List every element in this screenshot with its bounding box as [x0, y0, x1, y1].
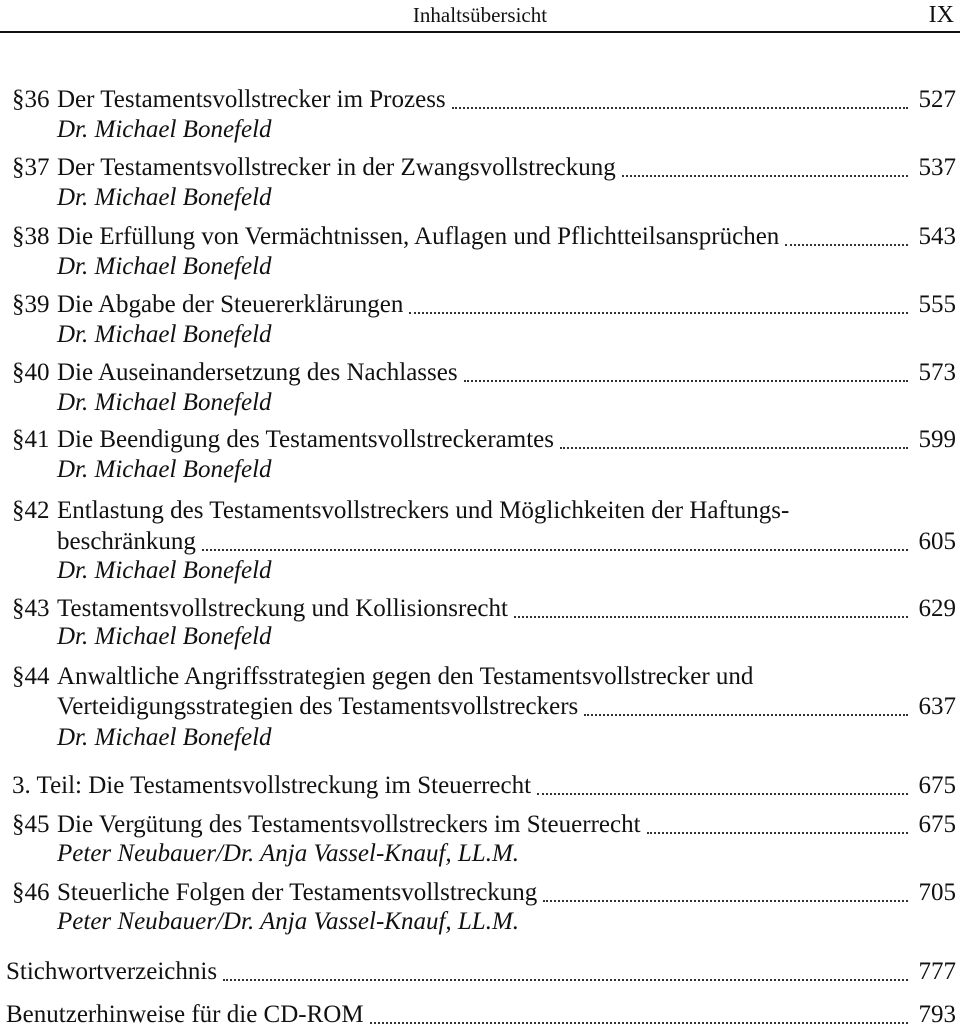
entry-title: 3. Teil: Die Testamentsvollstreckung im Steuerrecht	[12, 772, 532, 799]
entry-page: 637	[918, 693, 956, 720]
entry-page: 555	[918, 291, 956, 318]
section-number: §43	[12, 595, 50, 622]
entry-author: Dr. Michael Bonefeld	[57, 253, 272, 280]
entry-author: Peter Neubauer/Dr. Anja Vassel-Knauf, LL.M.	[57, 840, 520, 867]
entry-title: Die Vergütung des Testamentsvollstreckers im Steuerrecht	[57, 811, 641, 838]
entry-author: Dr. Michael Bonefeld	[57, 116, 272, 143]
entry-author: Dr. Michael Bonefeld	[57, 623, 272, 650]
entry-title: beschränkung	[57, 528, 196, 555]
dot-leader	[560, 447, 908, 449]
dot-leader	[370, 1022, 908, 1024]
dot-leader	[622, 175, 908, 177]
section-number: §36	[12, 86, 50, 113]
entry-title: Die Auseinandersetzung des Nachlasses	[57, 359, 458, 386]
dot-leader	[584, 714, 908, 716]
entry-title: Die Beendigung des Testamentsvollstreckeramtes	[57, 426, 554, 453]
toc-entry[interactable]	[0, 527, 956, 557]
entry-title: Testamentsvollstreckung und Kollisionsrecht	[57, 595, 508, 622]
toc-entry[interactable]	[0, 222, 956, 252]
entry-page: 599	[918, 426, 956, 453]
entry-title: Der Testamentsvollstrecker in der Zwangsvollstreckung	[57, 154, 616, 181]
entry-page: 793	[918, 1001, 956, 1028]
entry-title: Anwaltliche Angriffsstrategien gegen den Testamentsvollstrecker und	[57, 663, 754, 690]
dot-leader	[464, 380, 908, 382]
entry-title: Benutzerhinweise für die CD-ROM	[6, 1001, 364, 1028]
toc-entry[interactable]	[0, 496, 956, 526]
toc-entry[interactable]	[0, 153, 956, 183]
toc-entry[interactable]	[0, 358, 956, 388]
entry-page: 537	[918, 154, 956, 181]
entry-author: Peter Neubauer/Dr. Anja Vassel-Knauf, LL.M.	[57, 908, 520, 935]
section-number: §37	[12, 154, 50, 181]
dot-leader	[452, 107, 908, 109]
entry-title: Die Erfüllung von Vermächtnissen, Auflagen und Pflichtteilsansprüchen	[57, 223, 780, 250]
toc-entry[interactable]	[0, 810, 956, 840]
entry-title: Verteidigungsstrategien des Testamentsvollstreckers	[57, 693, 579, 720]
entry-page: 605	[918, 528, 956, 555]
dot-leader	[543, 900, 908, 902]
section-number: §42	[12, 497, 50, 524]
entry-title: Der Testamentsvollstrecker im Prozess	[57, 86, 446, 113]
toc-entry[interactable]	[0, 594, 956, 624]
entry-author: Dr. Michael Bonefeld	[57, 321, 272, 348]
toc-entry[interactable]	[0, 290, 956, 320]
section-number: §40	[12, 359, 50, 386]
section-number: §46	[12, 879, 50, 906]
entry-page: 675	[918, 811, 956, 838]
toc-entry[interactable]	[0, 85, 956, 115]
toc-entry[interactable]	[6, 957, 956, 987]
dot-leader	[785, 244, 908, 246]
dot-leader	[514, 616, 908, 618]
entry-title: Steuerliche Folgen der Testamentsvollstreckung	[57, 879, 538, 906]
dot-leader	[647, 832, 908, 834]
entry-page: 705	[918, 879, 956, 906]
page-number: IX	[928, 2, 954, 28]
toc-entry[interactable]	[12, 771, 956, 801]
entry-title: Die Abgabe der Steuererklärungen	[57, 291, 404, 318]
section-number: §45	[12, 811, 50, 838]
entry-author: Dr. Michael Bonefeld	[57, 389, 272, 416]
entry-author: Dr. Michael Bonefeld	[57, 456, 272, 483]
entry-page: 777	[918, 958, 956, 985]
dot-leader	[409, 312, 908, 314]
toc-entry[interactable]	[6, 1000, 956, 1030]
dot-leader	[223, 979, 908, 981]
running-header-title: Inhaltsübersicht	[412, 3, 548, 27]
dot-leader	[537, 793, 908, 795]
section-number: §39	[12, 291, 50, 318]
entry-author: Dr. Michael Bonefeld	[57, 184, 272, 211]
entry-page: 527	[918, 86, 956, 113]
entry-author: Dr. Michael Bonefeld	[57, 557, 272, 584]
section-number: §41	[12, 426, 50, 453]
toc-entry[interactable]	[0, 692, 956, 722]
header-rule	[0, 31, 960, 33]
toc-entry[interactable]	[0, 662, 956, 692]
entry-page: 543	[918, 223, 956, 250]
entry-page: 629	[918, 595, 956, 622]
section-number: §38	[12, 223, 50, 250]
toc-entry[interactable]	[0, 425, 956, 455]
entry-page: 573	[918, 359, 956, 386]
toc-entry[interactable]	[0, 878, 956, 908]
entry-author: Dr. Michael Bonefeld	[57, 724, 272, 751]
entry-page: 675	[918, 772, 956, 799]
entry-title: Stichwortverzeichnis	[6, 958, 218, 985]
entry-title: Entlastung des Testamentsvollstreckers und Möglichkeiten der Haftungs-	[57, 497, 790, 524]
dot-leader	[202, 549, 908, 551]
section-number: §44	[12, 663, 50, 690]
